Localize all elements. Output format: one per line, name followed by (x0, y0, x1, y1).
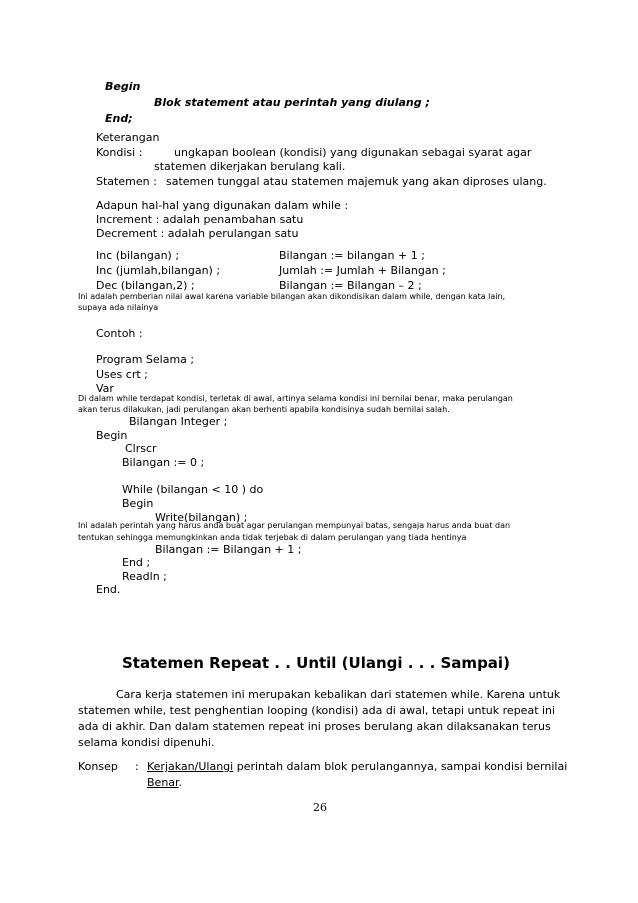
konsep-benar: Benar (147, 776, 179, 789)
decrement-line: Decrement : adalah perulangan satu (96, 227, 299, 240)
section-heading: Statemen Repeat . . Until (Ulangi . . . Sampai) (122, 654, 510, 672)
syntax-block: Blok statement atau perintah yang diulang ; (154, 96, 430, 109)
increment-line: Increment : adalah penambahan satu (96, 213, 304, 226)
paragraph-line-1: Cara kerja statemen ini merupakan kebalikan dari statemen while. Karena untuk (116, 688, 561, 701)
example-right-2: Jumlah := Jumlah + Bilangan ; (279, 264, 446, 277)
example-left-1: Inc (bilangan) ; (96, 249, 180, 262)
code-write: Write(bilangan) ; (155, 511, 248, 524)
note-1-line-2: supaya ada nilainya (78, 303, 159, 312)
syntax-begin: Begin (105, 80, 141, 93)
code-begin: Begin (96, 429, 128, 442)
kondisi-text-1: ungkapan boolean (kondisi) yang digunakan sebagai syarat agar (174, 146, 532, 159)
statemen-text: satemen tunggal atau statemen majemuk yang akan diproses ulang. (166, 175, 547, 188)
syntax-end: End; (105, 112, 133, 125)
konsep-line (147, 760, 567, 773)
code-readln: Readln ; (122, 570, 167, 583)
example-left-2: Inc (jumlah,bilangan) ; (96, 264, 221, 277)
example-right-3: Bilangan := Bilangan – 2 ; (279, 279, 422, 292)
code-init: Bilangan := 0 ; (122, 456, 205, 469)
code-program: Program Selama ; (96, 353, 195, 366)
code-end-final: End. (96, 583, 121, 596)
page-number: 26 (313, 801, 327, 814)
code-begin-inner: Begin (122, 497, 154, 510)
konsep-colon: : (135, 760, 139, 773)
note-3-line-1: Ini adalah perintah yang harus anda buat agar perulangan mempunyai batas, sengaja harus anda buat dan (78, 521, 511, 530)
code-clrscr: Clrscr (125, 442, 157, 455)
keterangan-title: Keterangan (96, 131, 160, 144)
code-uses: Uses crt ; (96, 368, 148, 381)
contoh-label: Contoh : (96, 327, 143, 340)
paragraph-line-2: statemen while, test penghentian looping (kondisi) ada di awal, tetapi untuk repeat ini (78, 704, 556, 717)
paragraph-line-4: selama kondisi dipenuhi. (78, 736, 215, 749)
kondisi-label: Kondisi : (96, 146, 143, 159)
konsep-rest: perintah dalam blok perulangannya, sampai kondisi bernilai (233, 760, 568, 773)
note-2-line-1: Di dalam while terdapat kondisi, terletak di awal, artinya selama kondisi ini bernilai benar, maka perulangan (78, 394, 513, 403)
konsep-benar-line (147, 776, 182, 789)
code-var: Var (96, 382, 114, 395)
note-1-line-1: Ini adalah pemberian nilai awal karena variable bilangan akan dikondisikan dalam while, dengan kata lain, (78, 292, 506, 301)
konsep-label: Konsep (78, 760, 118, 773)
konsep-link[interactable]: Kerjakan/Ulangi (147, 760, 234, 773)
adapun-intro: Adapun hal-hal yang digunakan dalam while : (96, 199, 349, 212)
example-right-1: Bilangan := bilangan + 1 ; (279, 249, 425, 262)
statemen-label: Statemen : (96, 175, 157, 188)
paragraph-line-3: ada di akhir. Dan dalam statemen repeat ini proses berulang akan dilaksanakan terus (78, 720, 551, 733)
code-while: While (bilangan < 10 ) do (122, 483, 264, 496)
note-3-line-2: tentukan sehingga memungkinkan anda tidak terjebak di dalam perulangan yang tiada hentinya (78, 533, 467, 542)
code-end-inner: End ; (122, 556, 151, 569)
konsep-end: . (178, 776, 183, 789)
note-2-line-2: akan terus dilakukan, jadi perulangan akan berhenti apabila kondisinya sudah bernilai salah. (78, 405, 450, 414)
code-incr: Bilangan := Bilangan + 1 ; (155, 543, 302, 556)
kondisi-text-2: statemen dikerjakan berulang kali. (154, 160, 346, 173)
example-left-3: Dec (bilangan,2) ; (96, 279, 195, 292)
code-decl: Bilangan Integer ; (129, 415, 228, 428)
